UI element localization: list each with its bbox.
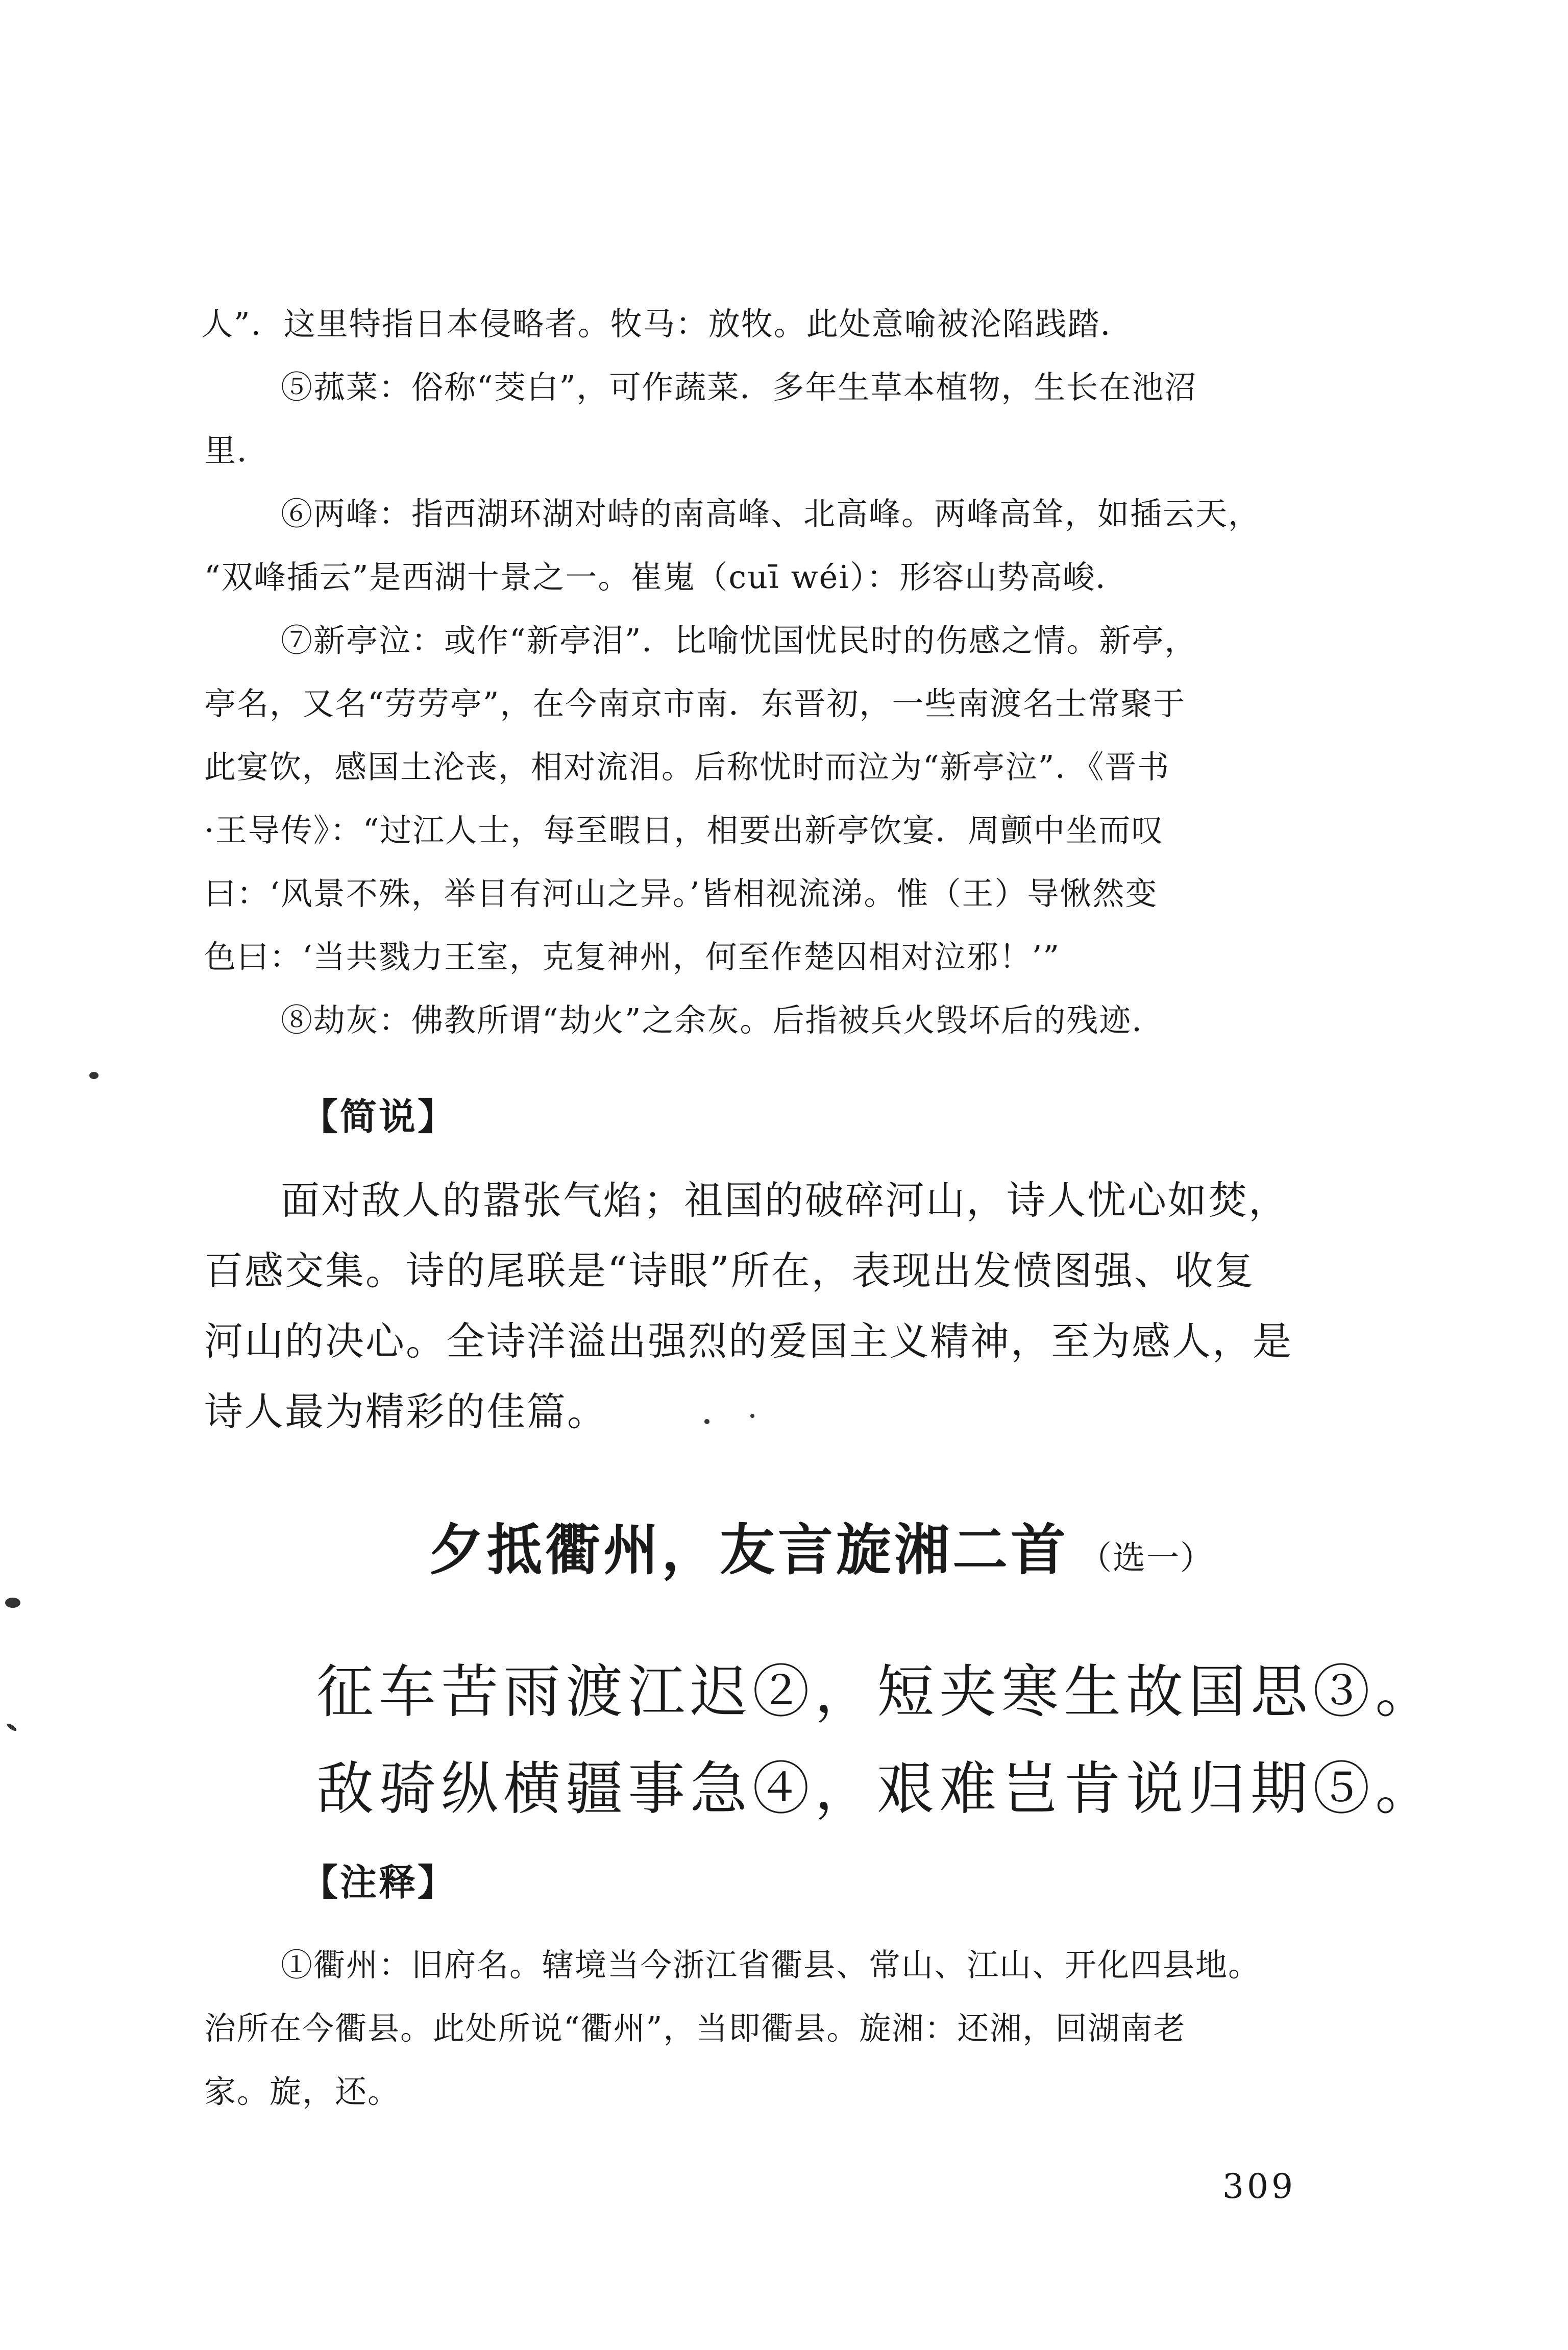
scan-speck [750,1414,754,1418]
note-1-line: 治所在今衢县。此处所说“衢州”，当即衢县。旋湘：还湘，回湖南老 [204,2010,1186,2047]
note-7-line: ⑦新亭泣：或作“新亭泪”．比喻忧国忧民时的伤感之情。新亭， [281,622,1197,659]
jianshuo-line: 面对敌人的嚣张气焰；祖国的破碎河山，诗人忧心如焚， [281,1178,1289,1223]
jianshuo-body [204,1169,1378,1443]
poem-line: 敌骑纵横疆事急④，艰难岂肯说归期⑤。 [316,1756,1437,1822]
note-5-line: ⑤菰菜：俗称“茭白”，可作蔬菜．多年生草本植物，生长在池沼 [281,369,1197,406]
note-6-line: “双峰插云”是西湖十景之一。崔嵬（cuī wéi）：形容山势高峻． [204,558,1129,596]
zhushi-heading: 【注释】 [301,1861,457,1904]
note-1-line: 家。旋，还。 [204,2073,401,2110]
jianshuo-line: 百感交集。诗的尾联是“诗眼”所在，表现出发愤图强、收复 [204,1248,1255,1293]
page-number: 309 [1222,2167,1296,2206]
note-7-line: ·王导传》：“过江人士，每至暇日，相要出新亭饮宴．周颤中坐而叹 [204,812,1164,849]
note-5-line: 里． [204,432,270,469]
note-8-line: ⑧劫灰：佛教所谓“劫火”之余灰。后指被兵火毁坏后的残迹． [281,1001,1165,1039]
scan-speck [6,1722,18,1732]
note-7-line: 亭名，又名“劳劳亭”，在今南京市南．东晋初，一些南渡名士常聚于 [204,685,1186,722]
notes-top [201,299,1378,1046]
note-7-line: 曰：‘风景不殊，举目有河山之异。’皆相视流涕。惟（王）导愀然变 [204,875,1158,912]
note-7-line: 色曰：‘当共戮力王室，克复神州，何至作楚囚相对泣邪！’” [204,938,1061,975]
poem-title-text: 夕抵衢州，友言旋湘二首 [429,1518,1069,1582]
note-7-line: 此宴饮，感国土沦丧，相对流泪。后称忧时而泣为“新亭泣”．《晋书 [204,748,1170,786]
jianshuo-heading: 【简说】 [301,1095,457,1138]
poem-title-note: （选一） [1079,1539,1214,1577]
zhushi-body [204,1940,1378,2117]
note-1-line: ①衢州：旧府名。辖境当今浙江省衢县、常山、江山、开化四县地。 [281,1946,1261,1984]
note-line: 人”．这里特指日本侵略者。牧马：放牧。此处意喻被沦陷践踏． [201,305,1133,342]
jianshuo-line: 河山的决心。全诗洋溢出强烈的爱国主义精神，至为感人，是 [204,1318,1293,1364]
scan-speck [704,1419,709,1424]
note-6-line: ⑥两峰：指西湖环湖对峙的南高峰、北高峰。两峰高耸，如插云天， [281,495,1261,532]
scan-speck [89,1072,99,1079]
jianshuo-line: 诗人最为精彩的佳篇。 [204,1389,607,1434]
poem-line: 征车苦雨渡江迟②，短夹寒生故国思③。 [316,1659,1437,1725]
scan-speck [5,1598,20,1608]
poem-title [429,1506,1214,1585]
